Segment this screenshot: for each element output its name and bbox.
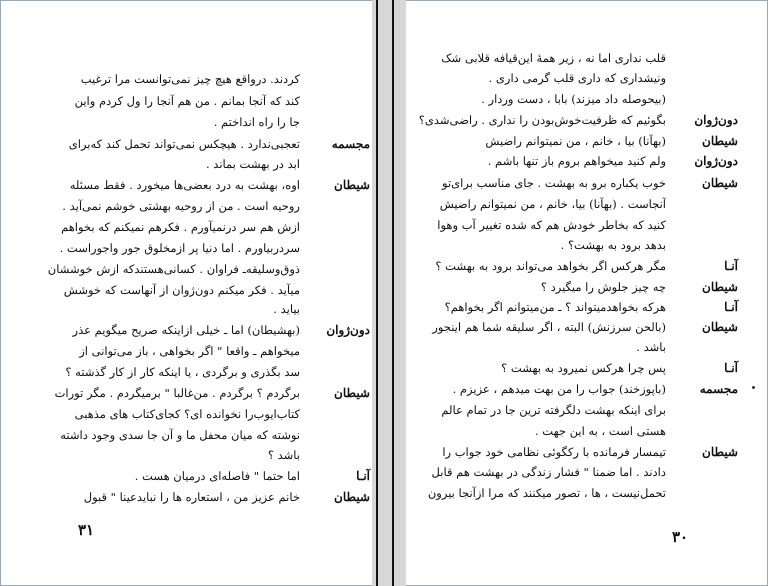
line-text: ازش هم سر درنمیآورم . فکرهم نمیکنم که بخواهم bbox=[61, 220, 300, 234]
text-line bbox=[408, 357, 738, 379]
text-line bbox=[40, 133, 370, 155]
text-line bbox=[408, 420, 738, 442]
speaker-name: آنـا bbox=[356, 469, 370, 483]
left-page bbox=[40, 0, 370, 586]
text-line bbox=[408, 88, 738, 110]
line-text: تعجبی‌ندارد . هیچکس نمی‌تواند تحمل کند که‌برای bbox=[68, 137, 300, 151]
line-text: (بیحوصله داد میزند) بابا ، دست وردار . bbox=[481, 92, 666, 106]
line-text: (بهشیطان) اما ـ خیلی ازاینکه صریح میگویم عذر bbox=[72, 323, 300, 337]
speaker-name: مجسمه bbox=[699, 382, 738, 396]
text-line bbox=[40, 153, 370, 175]
speaker-name: شیطان bbox=[334, 386, 370, 400]
speaker-name: شیطان bbox=[702, 134, 738, 148]
line-text: باشد . bbox=[636, 340, 666, 354]
speaker-name: مجسمه bbox=[331, 137, 370, 151]
speaker-name: شیطان bbox=[334, 490, 370, 504]
speaker-name: شیطان bbox=[702, 445, 738, 459]
text-line bbox=[408, 172, 738, 194]
right-page bbox=[408, 0, 738, 586]
line-text: (باپوزخند) جواب را من بهت میدهم ، عزیزم . bbox=[452, 382, 666, 396]
text-line bbox=[408, 150, 738, 172]
line-text: برگردم ؟ برگردم . من‌غالبا " برمیگردم . مگر تورات bbox=[54, 386, 300, 400]
text-line bbox=[408, 193, 738, 215]
text-line bbox=[408, 461, 738, 483]
line-text: خوب یکباره برو به بهشت . جای مناسب برای‌تو bbox=[442, 176, 666, 190]
speaker-name: شیطان bbox=[334, 178, 370, 192]
text-line bbox=[408, 316, 738, 338]
line-text: کردند. درواقع هیچ چیز نمی‌توانست مرا ترغیب bbox=[80, 72, 300, 86]
text-line bbox=[40, 258, 370, 280]
text-line bbox=[40, 298, 370, 320]
text-line bbox=[40, 382, 370, 404]
text-line bbox=[408, 441, 738, 463]
speaker-name: شیطان bbox=[702, 280, 738, 294]
text-line bbox=[40, 195, 370, 217]
text-line bbox=[408, 378, 738, 400]
line-text: بیاید . bbox=[273, 302, 300, 316]
text-line bbox=[408, 276, 738, 298]
scan-speck bbox=[752, 386, 755, 389]
line-text: ولم کنید میخواهم بروم باز تنها باشم . bbox=[487, 154, 666, 168]
gutter-edge-line bbox=[376, 0, 378, 586]
text-line bbox=[40, 361, 370, 383]
line-text: (بهآنا) بیا ، خانم ، من نمیتوانم راضیش bbox=[485, 134, 666, 148]
speaker-name: شیطان bbox=[702, 320, 738, 334]
line-text: دادند . اما ضمنا " فشار زندگی در بهشت هم قابل bbox=[431, 465, 666, 479]
line-text: روحیه است . من از روحیه بهشتی خوشم نمی‌آید . bbox=[62, 199, 300, 213]
line-text: هستی است ، به این جهت . bbox=[534, 424, 666, 438]
text-line bbox=[40, 237, 370, 259]
line-text: کند که آنجا بمانم . من هم آنجا را ول کردم واین bbox=[74, 94, 300, 108]
line-text: چه چیز جلوش را میگیرد ؟ bbox=[540, 280, 666, 294]
text-line bbox=[40, 68, 370, 90]
text-line bbox=[40, 90, 370, 112]
line-text: بگوئیم که ظرفیت‌خوش‌بودن را نداری . راضی‌شدی؟ bbox=[418, 113, 666, 127]
line-text: کتاب‌ایوب‌را نخوانده ای؟ کجای‌کتاب های مذهبی bbox=[74, 407, 300, 421]
speaker-name: آنـا bbox=[724, 259, 738, 273]
text-line bbox=[408, 67, 738, 89]
line-text: نوشته که میان محفل ما و آن جا سدی وجود داشته bbox=[60, 428, 300, 442]
text-line bbox=[408, 109, 738, 131]
line-text: پس چرا هرکس نمیرود به بهشت ؟ bbox=[501, 361, 666, 375]
speaker-name: آنـا bbox=[724, 300, 738, 314]
text-line bbox=[408, 130, 738, 152]
text-line bbox=[408, 336, 738, 358]
line-text: بدهد برود به بهشت؟ . bbox=[560, 238, 666, 252]
right-page-number: ۳۰ bbox=[672, 528, 689, 546]
speaker-name: دون‌ژوان bbox=[326, 323, 370, 337]
book-gutter bbox=[372, 0, 406, 586]
left-page-number: ۳۱ bbox=[78, 521, 95, 539]
text-line bbox=[408, 296, 738, 318]
line-text: خانم عزیز من ، استعاره ها را نباید‌عینا " قبول bbox=[83, 490, 300, 504]
text-line bbox=[40, 319, 370, 341]
text-line bbox=[408, 255, 738, 277]
line-text: سردربیاورم . اما دنیا پر ازمخلوق جور واجوراست . bbox=[59, 241, 300, 255]
speaker-name: آنـا bbox=[724, 361, 738, 375]
line-text: تیمسار فرمانده با رکگوئی نظامی خود جواب را bbox=[442, 445, 666, 459]
text-line bbox=[40, 174, 370, 196]
text-line bbox=[40, 216, 370, 238]
line-text: تحمل‌نیست ، ها ، تصور میکنند که مرا ازآنجا بیرون bbox=[427, 486, 666, 500]
gutter-edge-line bbox=[392, 0, 394, 586]
text-line bbox=[408, 47, 738, 69]
line-text: باشد ؟ bbox=[267, 448, 300, 462]
text-line bbox=[40, 340, 370, 362]
line-text: میآید . فکر میکنم دون‌ژوان از آنهاست که خوشش bbox=[63, 283, 300, 297]
text-line bbox=[408, 399, 738, 421]
speaker-name: شیطان bbox=[702, 176, 738, 190]
text-line bbox=[40, 486, 370, 508]
line-text: جا را راه انداختم . bbox=[213, 115, 300, 129]
text-line bbox=[40, 424, 370, 446]
speaker-name: دون‌ژوان bbox=[694, 113, 738, 127]
line-text: قلب نداری اما نه ، زیر همه‌ٔ این‌قیافه قلابی شک bbox=[441, 51, 666, 65]
line-text: ابد در بهشت بماند . bbox=[205, 157, 300, 171]
text-line bbox=[40, 111, 370, 133]
text-line bbox=[408, 234, 738, 256]
line-text: مگر هرکس اگر بخواهد می‌تواند برود به بهشت ؟ bbox=[435, 259, 666, 273]
speaker-name: دون‌ژوان bbox=[694, 154, 738, 168]
line-text: میخواهم ـ واقعا " اگر بخواهی ، باز می‌توانی از bbox=[79, 344, 300, 358]
line-text: اما حتما " فاصله‌ای درمیان هست . bbox=[134, 469, 300, 483]
text-line bbox=[408, 482, 738, 504]
text-line bbox=[40, 465, 370, 487]
line-text: آنجاست . (بهآنا) بیا، خانم ، من نمیتوانم راضیش bbox=[439, 197, 666, 211]
line-text: ونیشداری که داری قلب گرمی داری . bbox=[488, 71, 666, 85]
line-text: برای اینکه بهشت دلگرفته ترین جا در تمام عالم bbox=[441, 403, 666, 417]
line-text: اوه، بهشت به درد بعضی‌ها میخورد . فقط مسئله bbox=[69, 178, 300, 192]
text-line bbox=[408, 214, 738, 236]
text-line bbox=[40, 403, 370, 425]
line-text: ذوق‌وسلیقه‌ـ فراوان . کسانی‌هستندکه ازش خوششان bbox=[47, 262, 300, 276]
line-text: سد بگذری و برگردی ، یا اینکه کار از کار گذشته ؟ bbox=[65, 365, 300, 379]
line-text: هرکه بخواهدمیتواند ؟ ـ من‌میتوانم اگر بخواهم؟ bbox=[444, 300, 666, 314]
line-text: (بالحن سرزنش) البته ، اگر سلیقه شما هم اینجور bbox=[432, 320, 666, 334]
line-text: کنید که بخاطر خودش هم که شده تغییر آب وهوا bbox=[437, 218, 666, 232]
text-line bbox=[40, 444, 370, 466]
